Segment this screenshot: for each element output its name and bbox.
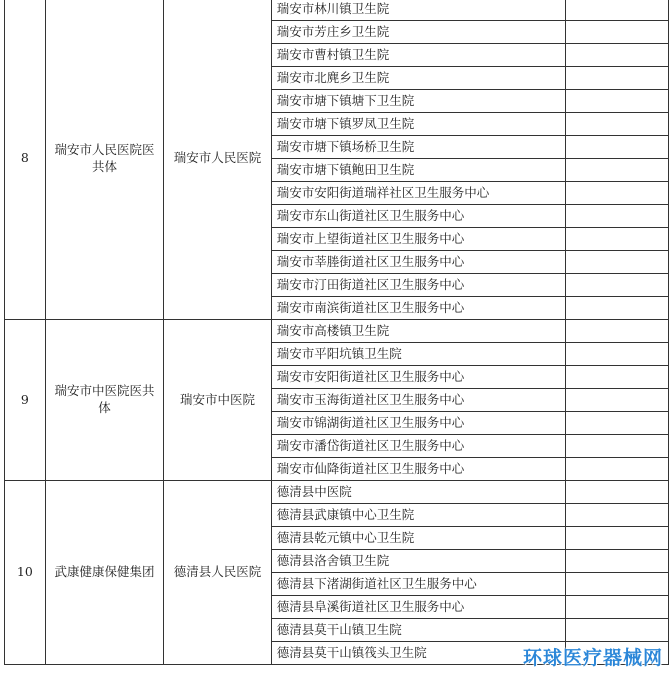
member-institution-cell: 瑞安市曹村镇卫生院 [271,44,565,67]
empty-cell [565,389,668,412]
empty-cell [565,205,668,228]
empty-cell [565,412,668,435]
lead-hospital-cell: 瑞安市中医院 [164,320,272,481]
empty-cell [565,366,668,389]
group-name-cell: 武康健康保健集团 [45,481,163,665]
empty-cell [565,573,668,596]
empty-cell [565,228,668,251]
member-institution-cell: 德清县阜溪街道社区卫生服务中心 [271,596,565,619]
member-institution-cell: 瑞安市仙降街道社区卫生服务中心 [271,458,565,481]
empty-cell [565,550,668,573]
empty-cell [565,251,668,274]
empty-cell [565,504,668,527]
empty-cell [565,0,668,21]
member-institution-cell: 瑞安市莘塍街道社区卫生服务中心 [271,251,565,274]
group-number-cell: 8 [5,0,46,320]
group-name-cell: 瑞安市中医院医共体 [45,320,163,481]
member-institution-cell: 瑞安市林川镇卫生院 [271,0,565,21]
group-number-cell: 9 [5,320,46,481]
member-institution-cell: 瑞安市南滨街道社区卫生服务中心 [271,297,565,320]
empty-cell [565,343,668,366]
empty-cell [565,481,668,504]
empty-cell [565,182,668,205]
empty-cell [565,136,668,159]
member-institution-cell: 瑞安市平阳坑镇卫生院 [271,343,565,366]
hospital-alliance-table [4,0,669,665]
member-institution-cell: 瑞安市高楼镇卫生院 [271,320,565,343]
group-number-cell: 10 [5,481,46,665]
member-institution-cell: 瑞安市芳庄乡卫生院 [271,21,565,44]
empty-cell [565,44,668,67]
empty-cell [565,320,668,343]
member-institution-cell: 德清县乾元镇中心卫生院 [271,527,565,550]
member-institution-cell: 瑞安市玉海街道社区卫生服务中心 [271,389,565,412]
member-institution-cell: 德清县莫干山镇筏头卫生院 [271,642,565,665]
member-institution-cell: 德清县洛舍镇卫生院 [271,550,565,573]
member-institution-cell: 瑞安市上望街道社区卫生服务中心 [271,228,565,251]
table-body [5,0,669,665]
member-institution-cell: 瑞安市塘下镇罗凤卫生院 [271,113,565,136]
empty-cell [565,21,668,44]
member-institution-cell: 瑞安市东山街道社区卫生服务中心 [271,205,565,228]
member-institution-cell: 瑞安市北麂乡卫生院 [271,67,565,90]
member-institution-cell: 瑞安市锦湖街道社区卫生服务中心 [271,412,565,435]
lead-hospital-cell: 德清县人民医院 [164,481,272,665]
member-institution-cell: 德清县莫干山镇卫生院 [271,619,565,642]
empty-cell [565,67,668,90]
empty-cell [565,274,668,297]
member-institution-cell: 德清县下渚湖街道社区卫生服务中心 [271,573,565,596]
member-institution-cell: 瑞安市塘下镇鲍田卫生院 [271,159,565,182]
table-row [5,0,669,21]
member-institution-cell: 瑞安市安阳街道社区卫生服务中心 [271,366,565,389]
empty-cell [565,113,668,136]
member-institution-cell: 德清县中医院 [271,481,565,504]
empty-cell [565,619,668,642]
empty-cell [565,90,668,113]
empty-cell [565,458,668,481]
lead-hospital-cell: 瑞安市人民医院 [164,0,272,320]
empty-cell [565,527,668,550]
empty-cell [565,159,668,182]
member-institution-cell: 瑞安市塘下镇场桥卫生院 [271,136,565,159]
empty-cell [565,435,668,458]
member-institution-cell: 瑞安市塘下镇塘下卫生院 [271,90,565,113]
member-institution-cell: 瑞安市潘岱街道社区卫生服务中心 [271,435,565,458]
group-name-cell: 瑞安市人民医院医共体 [45,0,163,320]
watermark-logo: 环球医疗器械网 [522,647,663,669]
member-institution-cell: 瑞安市安阳街道瑞祥社区卫生服务中心 [271,182,565,205]
empty-cell [565,596,668,619]
table-row [5,320,669,343]
empty-cell [565,297,668,320]
member-institution-cell: 德清县武康镇中心卫生院 [271,504,565,527]
table-row [5,481,669,504]
member-institution-cell: 瑞安市汀田街道社区卫生服务中心 [271,274,565,297]
